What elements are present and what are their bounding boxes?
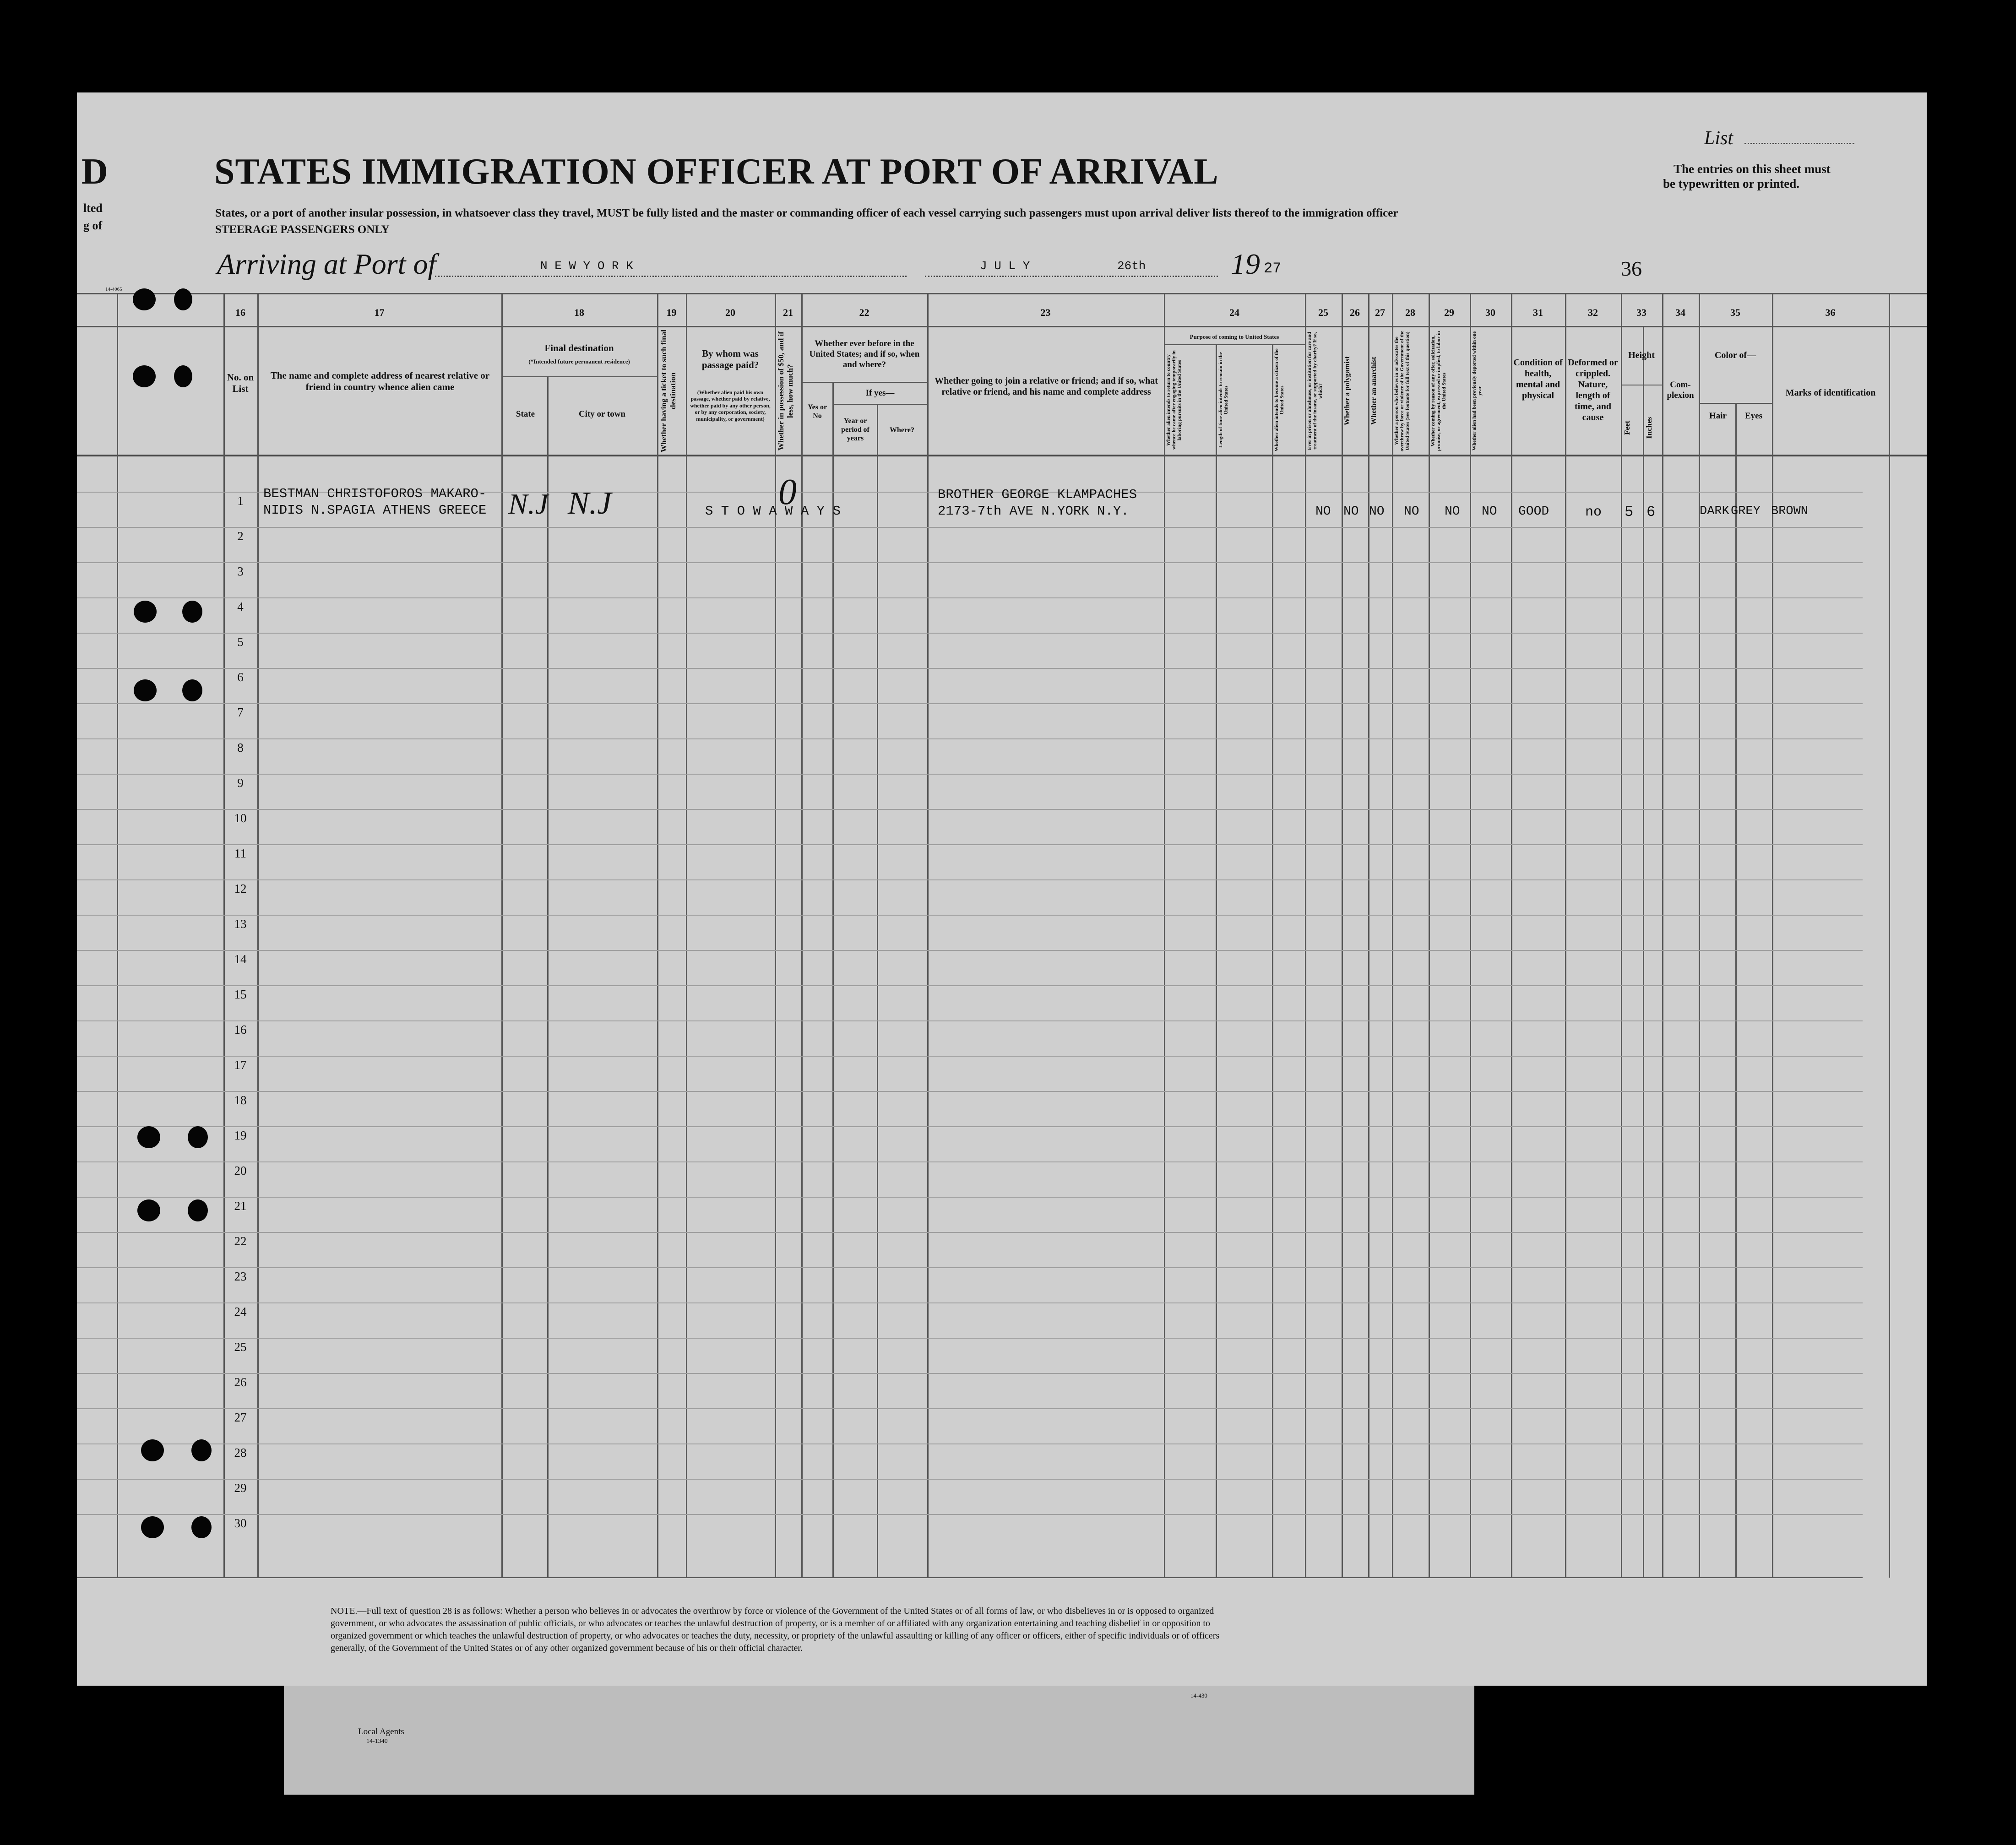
typewritten-note-2: be typewritten or printed. bbox=[1663, 177, 1799, 190]
column-number-rule bbox=[77, 326, 1927, 327]
row-number: 6 bbox=[237, 670, 244, 684]
binder-hole bbox=[191, 1439, 212, 1461]
col-line bbox=[1342, 293, 1343, 1578]
date-line bbox=[925, 276, 1218, 277]
entry-city-handwritten: N.J bbox=[568, 486, 612, 521]
hdr-no-on-list: No. on List bbox=[227, 372, 254, 395]
binder-hole bbox=[141, 1439, 164, 1461]
hdr-ticket: Whether having a ticket to such final destination bbox=[659, 330, 677, 452]
row-number: 8 bbox=[237, 741, 244, 754]
hdr-before-in-us: Whether ever before in the United States; and if so, when and where? bbox=[809, 339, 920, 369]
row-rule bbox=[77, 1197, 1863, 1198]
entry-money-handwritten: 0 bbox=[778, 472, 797, 512]
row-rule bbox=[77, 1267, 1863, 1268]
row-rule bbox=[77, 597, 1863, 598]
row-rule bbox=[77, 633, 1863, 634]
list-label: List bbox=[1704, 128, 1733, 149]
binder-hole bbox=[174, 288, 192, 310]
col-num-21: 21 bbox=[783, 307, 793, 318]
row-number: 28 bbox=[234, 1446, 247, 1460]
row-rule bbox=[77, 738, 1863, 739]
row-number: 5 bbox=[237, 635, 244, 649]
entry-c25: NO bbox=[1315, 505, 1331, 519]
binder-hole bbox=[191, 1516, 212, 1538]
hdr-where: Where? bbox=[890, 426, 914, 434]
row-number: 25 bbox=[234, 1340, 247, 1354]
hdr-complexion: Com-plexion bbox=[1667, 380, 1694, 400]
row-rule bbox=[77, 668, 1863, 669]
binder-hole bbox=[182, 679, 202, 701]
row-rule bbox=[77, 1302, 1863, 1303]
entry-c28: NO bbox=[1404, 505, 1419, 519]
page-title: STATES IMMIGRATION OFFICER AT PORT OF ARRIVAL bbox=[214, 152, 1219, 192]
col-line bbox=[1305, 293, 1306, 1578]
entry-c30: NO bbox=[1482, 505, 1497, 519]
row-rule bbox=[77, 1126, 1863, 1127]
col-num-24: 24 bbox=[1229, 307, 1239, 318]
col-line bbox=[1392, 293, 1393, 1578]
col-line bbox=[501, 293, 503, 1578]
row-number: 27 bbox=[234, 1411, 247, 1424]
col-line bbox=[1470, 293, 1471, 1578]
row-number: 30 bbox=[234, 1516, 247, 1530]
binder-hole bbox=[141, 1516, 164, 1538]
row-number: 24 bbox=[234, 1305, 247, 1319]
row-rule bbox=[77, 1514, 1863, 1515]
col-num-35: 35 bbox=[1730, 307, 1740, 318]
entry-eyes: GREY bbox=[1731, 505, 1761, 518]
col-num-20: 20 bbox=[725, 307, 735, 318]
form-code: 14-4065 bbox=[105, 287, 122, 292]
col-num-34: 34 bbox=[1675, 307, 1685, 318]
margin-fragment: D bbox=[82, 152, 109, 192]
hdr-deported: Whether alien had been previously deported within one year bbox=[1472, 331, 1483, 451]
row-rule bbox=[77, 1091, 1863, 1092]
col-line bbox=[1662, 293, 1663, 1578]
row-number: 14 bbox=[234, 952, 247, 966]
col-line bbox=[657, 293, 658, 1578]
hdr-passage-paid: By whom was passage paid? bbox=[701, 348, 759, 371]
binder-hole bbox=[174, 365, 192, 387]
footnote-q28: NOTE.—Full text of question 28 is as follows: Whether a person who believes in or advocates the overthrow by force or violence of the Government of the United States or of all forms of law, or who disbelieves in or is opposed to organized government, or who advocates the assassination of public officials, or who advocates or teaches the unlawful destruction of property, or is a member of or affiliated with any organization entertaining and teaching disbelief in or opposition to organized government or which teaches the unlawful destruction of property, or who advocates or teaches the duty, necessity, or propriety of the unlawful assaulting or killing of any officer or officers, either of specific individuals or of officers generally, of the Government of the United States or of any other organized government because of his or their official character. bbox=[331, 1606, 1220, 1653]
list-number-line bbox=[1744, 143, 1854, 144]
hdr-yes-no: Yes or No bbox=[807, 403, 827, 420]
row-number: 18 bbox=[234, 1093, 247, 1107]
month-value: J U L Y bbox=[980, 259, 1030, 273]
hdr-if-yes: If yes— bbox=[865, 388, 895, 398]
entry-inches: 6 bbox=[1646, 504, 1656, 521]
col-num-26: 26 bbox=[1350, 307, 1360, 318]
header-bottom-rule bbox=[77, 455, 1927, 456]
hdr-final-destination: Final destination bbox=[544, 342, 614, 353]
row-number: 9 bbox=[237, 776, 244, 790]
col-line bbox=[927, 293, 929, 1578]
row-number: 26 bbox=[234, 1375, 247, 1389]
table-bottom-rule bbox=[77, 1577, 1863, 1578]
col-line bbox=[775, 293, 776, 1578]
row-rule bbox=[77, 1443, 1863, 1444]
subrule-destination bbox=[501, 376, 657, 377]
row-rule bbox=[77, 527, 1863, 528]
hdr-marks: Marks of identification bbox=[1785, 388, 1876, 398]
row-number: 3 bbox=[237, 564, 244, 578]
binder-hole bbox=[134, 679, 157, 701]
entry-hair: DARK bbox=[1700, 505, 1729, 518]
row-number: 17 bbox=[234, 1058, 247, 1072]
col-num-29: 29 bbox=[1444, 307, 1454, 318]
row-number: 2 bbox=[237, 529, 244, 543]
hdr-eyes: Eyes bbox=[1745, 411, 1762, 421]
hdr-deformed: Deformed or crippled. Nature, length of time, and cause bbox=[1568, 358, 1618, 423]
hdr-year-period: Year or period of years bbox=[841, 417, 869, 443]
hdr-passage-paid-sub: (Whether alien paid his own passage, whether paid by relative, whether paid by any other person, or by any corporation, society, municipality, or government) bbox=[690, 389, 771, 422]
row-rule bbox=[77, 1479, 1863, 1480]
col-num-27: 27 bbox=[1375, 307, 1385, 318]
margin-fragment-small-2: g of bbox=[83, 219, 103, 232]
row-rule bbox=[77, 1020, 1863, 1021]
binder-hole bbox=[133, 288, 156, 310]
col-line bbox=[1643, 326, 1644, 1578]
row-rule bbox=[77, 1373, 1863, 1374]
entry-health: GOOD bbox=[1518, 505, 1549, 519]
row-rule bbox=[77, 1056, 1863, 1057]
subrule-before bbox=[801, 382, 927, 383]
table-top-rule bbox=[77, 293, 1927, 294]
entry-c27: NO bbox=[1369, 505, 1385, 519]
row-rule bbox=[77, 915, 1863, 916]
row-rule bbox=[77, 879, 1863, 880]
hdr-joining: Whether going to join a relative or friend; and if so, what relative or friend, and his name and complete address bbox=[935, 376, 1158, 397]
col-num-28: 28 bbox=[1405, 307, 1415, 318]
typewritten-note-1: The entries on this sheet must bbox=[1674, 162, 1831, 176]
col-line-state-city bbox=[547, 376, 549, 1578]
row-number: 15 bbox=[234, 988, 247, 1001]
hdr-hair: Hair bbox=[1709, 411, 1727, 421]
hdr-labor-offer: Whether coming by reason of any offer, solicitation, promise, or agreement, expressed or implied, to labor in the United States bbox=[1430, 331, 1447, 451]
year-suffix: 27 bbox=[1264, 260, 1282, 277]
row-rule bbox=[77, 774, 1863, 775]
hdr-city: City or town bbox=[578, 409, 626, 419]
binder-hole bbox=[134, 601, 157, 623]
entry-feet: 5 bbox=[1625, 504, 1634, 521]
col-line-22b bbox=[877, 404, 878, 1578]
row-rule bbox=[77, 1408, 1863, 1409]
col-num-23: 23 bbox=[1040, 307, 1051, 318]
col-line bbox=[1565, 293, 1566, 1578]
binder-hole bbox=[137, 1199, 160, 1221]
row-rule bbox=[77, 562, 1863, 563]
port-value: N E W Y O R K bbox=[540, 259, 633, 273]
entry-joining-line-2: 2173-7th AVE N.YORK N.Y. bbox=[938, 504, 1129, 519]
col-num-19: 19 bbox=[666, 307, 677, 318]
entry-passage-paid: S T O W A W A Y S bbox=[705, 504, 841, 519]
day-value: 26th bbox=[1117, 259, 1146, 273]
bottom-code: 14-1340 bbox=[366, 1738, 388, 1745]
col-num-30: 30 bbox=[1485, 307, 1495, 318]
binder-hole bbox=[182, 601, 202, 623]
col-line bbox=[801, 293, 803, 1578]
hdr-health: Condition of health, mental and physical bbox=[1513, 358, 1563, 401]
row-rule bbox=[77, 809, 1863, 810]
row-rule bbox=[77, 985, 1863, 986]
hdr-height: Height bbox=[1628, 350, 1655, 360]
col-line bbox=[223, 293, 225, 1578]
col-num-17: 17 bbox=[374, 307, 385, 318]
hdr-state: State bbox=[516, 409, 535, 419]
row-rule bbox=[77, 950, 1863, 951]
col-num-18: 18 bbox=[574, 307, 584, 318]
hdr-color: Color of— bbox=[1714, 350, 1756, 360]
col-num-36: 36 bbox=[1825, 307, 1836, 318]
manifest-sheet bbox=[77, 92, 1927, 1686]
sheet-number: 36 bbox=[1621, 257, 1642, 280]
row-number: 1 bbox=[237, 494, 244, 508]
col-line-hair-eyes bbox=[1735, 403, 1737, 1578]
margin-fragment-small-1: lted bbox=[83, 201, 103, 215]
col-line-24a bbox=[1216, 344, 1217, 1578]
subrule-purpose bbox=[1164, 344, 1305, 345]
footer-code: 14-430 bbox=[1190, 1692, 1207, 1699]
col-line bbox=[1699, 293, 1700, 1578]
row-rule bbox=[77, 1338, 1863, 1339]
row-number: 13 bbox=[234, 917, 247, 931]
entry-joining-line-1: BROTHER GEORGE KLAMPACHES bbox=[938, 487, 1137, 502]
col-line bbox=[1772, 293, 1773, 1578]
hdr-prison: Ever in prison or almshouse, or institution for care and treatment of the insane, or supported by charity? If so, which? bbox=[1307, 331, 1323, 450]
col-line bbox=[117, 293, 118, 1578]
col-line-24b bbox=[1272, 344, 1273, 1578]
hdr-fifty-dollars: Whether in possession of $50, and if less, how much? bbox=[777, 331, 794, 450]
bottom-label: Local Agents bbox=[358, 1727, 404, 1736]
binder-hole bbox=[188, 1199, 208, 1221]
binder-hole bbox=[137, 1126, 160, 1148]
hdr-anarchist: Whether an anarchist bbox=[1370, 357, 1378, 425]
hdr-feet: Feet bbox=[1623, 420, 1631, 435]
col-num-31: 31 bbox=[1533, 307, 1543, 318]
row-number: 12 bbox=[234, 882, 247, 895]
row-number: 19 bbox=[234, 1129, 247, 1142]
entry-state-handwritten: N.J bbox=[508, 488, 549, 520]
port-line bbox=[435, 276, 907, 277]
row-number: 4 bbox=[237, 600, 244, 613]
row-number: 29 bbox=[234, 1481, 247, 1495]
entry-relative-line-1: BESTMAN CHRISTOFOROS MAKARO- bbox=[263, 486, 487, 501]
entry-c29: NO bbox=[1445, 505, 1460, 519]
col-line bbox=[1889, 293, 1890, 1578]
hdr-final-destination-sub: (*Intended future permanent residence) bbox=[528, 358, 630, 365]
row-number: 10 bbox=[234, 811, 247, 825]
hdr-purpose-return: Whether alien intends to return to country whence he came after engaging temporarily in laboring pursuits in the United States bbox=[1166, 350, 1182, 450]
col-num-25: 25 bbox=[1318, 307, 1328, 318]
binder-hole bbox=[133, 365, 156, 387]
entry-deformed: no bbox=[1585, 505, 1602, 520]
entry-relative-line-2: NIDIS N.SPAGIA ATHENS GREECE bbox=[263, 503, 487, 518]
col-num-16: 16 bbox=[235, 307, 245, 318]
col-line bbox=[1164, 293, 1165, 1578]
class-line: STEERAGE PASSENGERS ONLY bbox=[215, 223, 390, 236]
row-number: 22 bbox=[234, 1234, 247, 1248]
row-number: 21 bbox=[234, 1199, 247, 1213]
col-line bbox=[1511, 293, 1512, 1578]
hdr-polygamist: Whether a polygamist bbox=[1343, 356, 1351, 426]
hdr-nearest-relative: The name and complete address of nearest relative or friend in country whence alien came bbox=[270, 370, 490, 393]
entry-marks: BROWN bbox=[1771, 505, 1809, 518]
hdr-purpose-length: Length of time alien intends to remain in the United States bbox=[1218, 352, 1229, 448]
hdr-inches: Inches bbox=[1645, 417, 1653, 439]
row-number: 20 bbox=[234, 1164, 247, 1178]
arriving-label: Arriving at Port of bbox=[217, 248, 436, 280]
row-rule bbox=[77, 703, 1863, 704]
col-line bbox=[1429, 293, 1430, 1578]
col-num-32: 32 bbox=[1588, 307, 1598, 318]
row-rule bbox=[77, 844, 1863, 845]
col-line bbox=[1368, 293, 1369, 1578]
row-number: 16 bbox=[234, 1023, 247, 1036]
row-rule bbox=[77, 1232, 1863, 1233]
year-prefix: 19 bbox=[1231, 248, 1260, 280]
col-line-22a bbox=[832, 382, 834, 1578]
col-line bbox=[1621, 293, 1622, 1578]
hdr-purpose: Purpose of coming to United States bbox=[1190, 333, 1279, 340]
instruction-line: States, or a port of another insular possession, in whatsoever class they travel, MUST be fully listed and the master or commanding officer of each vessel carrying such passengers must upon arrival deliver lists thereof to the immigration officer bbox=[215, 207, 1398, 219]
col-num-22: 22 bbox=[859, 307, 869, 318]
row-number: 23 bbox=[234, 1270, 247, 1283]
col-num-33: 33 bbox=[1636, 307, 1646, 318]
row-number: 7 bbox=[237, 705, 244, 719]
row-rule bbox=[77, 1161, 1863, 1162]
col-line bbox=[686, 293, 687, 1578]
binder-hole bbox=[188, 1126, 208, 1148]
hdr-overthrow: Whether a person who believes in or advocates the overthrow by force or violence of the Government of the United States (See footnote for full text of this question) bbox=[1394, 331, 1410, 451]
col-line bbox=[257, 293, 259, 1578]
row-number: 11 bbox=[234, 847, 246, 860]
entry-c26: NO bbox=[1343, 505, 1359, 519]
subrule-ifyes bbox=[832, 404, 927, 405]
hdr-purpose-citizen: Whether alien intends to become a citizen of the United States bbox=[1274, 348, 1285, 452]
